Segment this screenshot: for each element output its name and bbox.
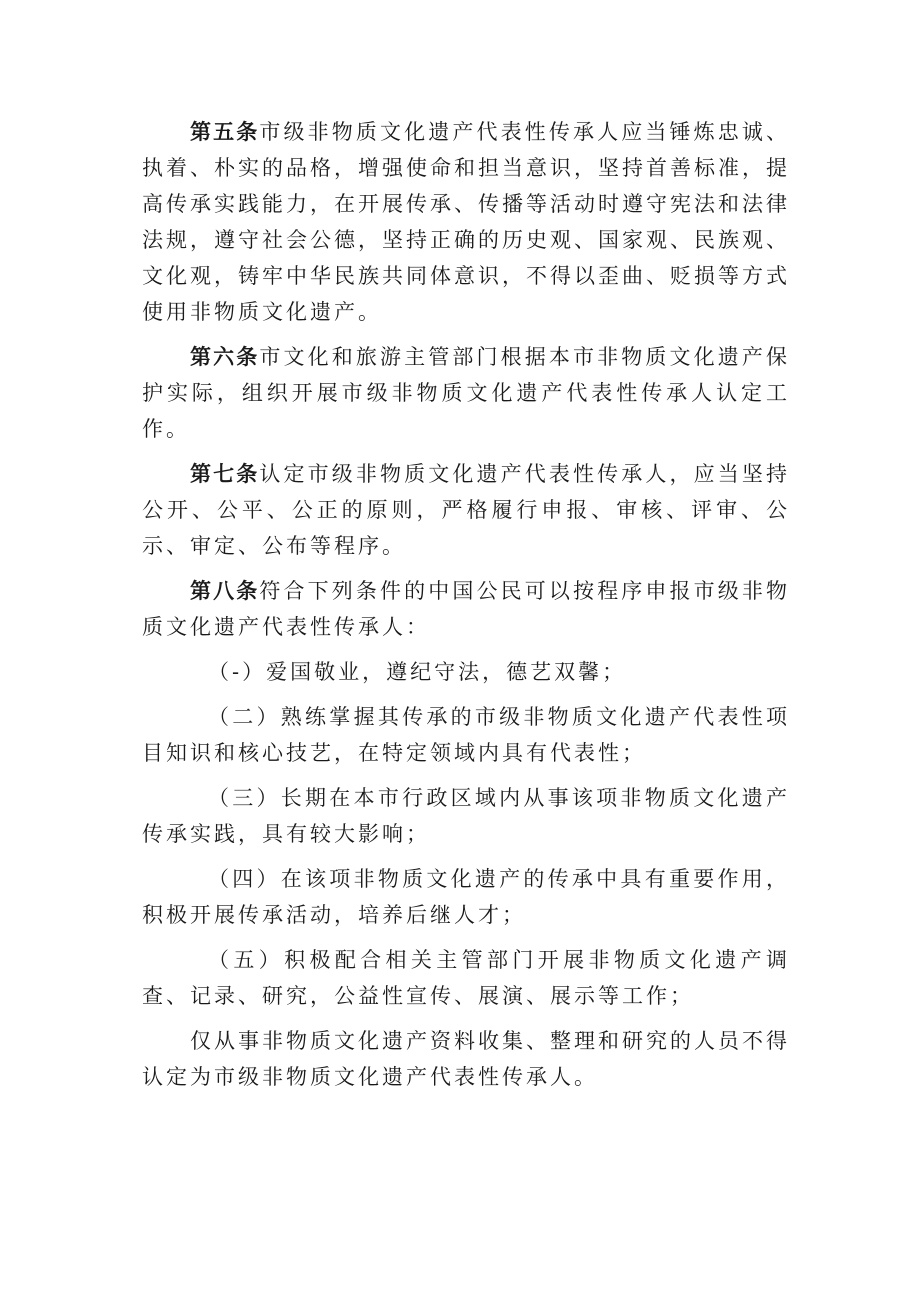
condition-item-2: （二）熟练掌握其传承的市级非物质文化遗产代表性项目知识和核心技艺，在特定领域内具有代表性； (142, 705, 790, 765)
article-6-text: 市文化和旅游主管部门根据本市非物质文化遗产保护实际，组织开展市级非物质文化遗产代表性传承人认定工作。 (142, 345, 790, 441)
condition-item-5: （五）积极配合相关主管部门开展非物质文化遗产调查、记录、研究，公益性宣传、展演、展示等工作； (142, 948, 790, 1008)
article-7 (142, 456, 790, 564)
condition-item-1: （-）爱国敬业，遵纪守法，德艺双馨； (208, 660, 627, 684)
closing-paragraph: 仅从事非物质文化遗产资料收集、整理和研究的人员不得认定为市级非物质文化遗产代表性传承人。 (142, 1029, 790, 1089)
article-7-heading: 第七条 (190, 462, 260, 486)
condition-item-4: （四）在该项非物质文化遗产的传承中具有重要作用，积极开展传承活动，培养后继人才； (142, 867, 790, 927)
article-8-heading: 第八条 (190, 579, 260, 603)
document-page (142, 114, 790, 1104)
article-5-heading: 第五条 (190, 120, 260, 144)
condition-item-3: （三）长期在本市行政区域内从事该项非物质文化遗产传承实践，具有较大影响； (142, 786, 790, 846)
article-8 (142, 573, 790, 645)
article-6 (142, 339, 790, 447)
article-5 (142, 114, 790, 330)
article-6-heading: 第六条 (190, 345, 260, 369)
article-7-text: 认定市级非物质文化遗产代表性传承人，应当坚持公开、公平、公正的原则，严格履行申报、审核、评审、公示、审定、公布等程序。 (142, 462, 790, 558)
article-8-text: 符合下列条件的中国公民可以按程序申报市级非物质文化遗产代表性传承人： (142, 579, 790, 639)
article-5-text: 市级非物质文化遗产代表性传承人应当锤炼忠诚、执着、朴实的品格，增强使命和担当意识，坚持首善标准，提高传承实践能力，在开展传承、传播等活动时遵守宪法和法律法规，遵守社会公德，坚持正确的历史观、国家观、民族观、文化观，铸牢中华民族共同体意识，不得以歪曲、贬损等方式使用非物质文化遗产。 (142, 120, 790, 324)
